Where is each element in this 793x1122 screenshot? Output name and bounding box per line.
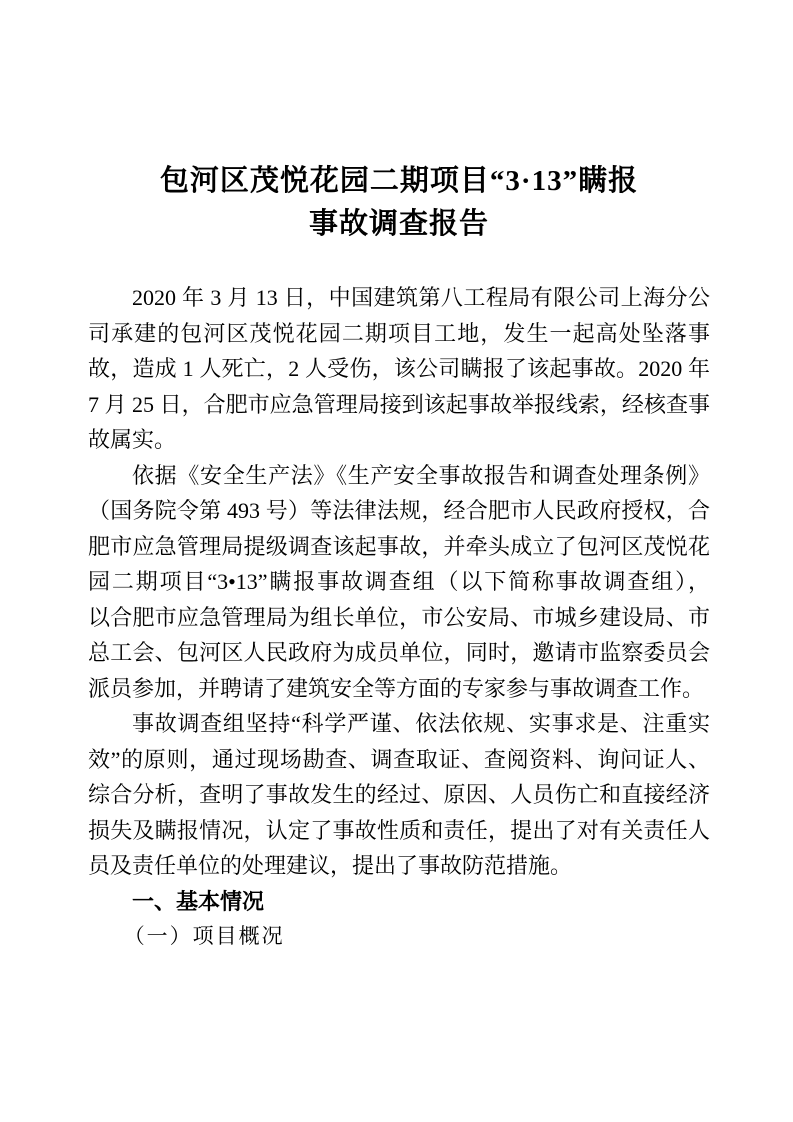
text-line: 7 月 25 日，合肥市应急管理局接到该起事故举报线索，经核查事 bbox=[88, 391, 710, 417]
text-line: 故，造成 1 人死亡，2 人受伤，该公司瞒报了该起事故。2020 年 bbox=[88, 356, 710, 381]
text-line: 效”的原则，通过现场勘查、调查取证、查阅资料、询问证人、 bbox=[88, 746, 710, 772]
paragraph-3 bbox=[88, 706, 710, 884]
paragraph-1 bbox=[88, 280, 710, 458]
text-line: 故属实。 bbox=[88, 427, 177, 452]
text-line: 员及责任单位的处理建议，提出了事故防范措施。 bbox=[88, 853, 573, 878]
document-title bbox=[88, 160, 710, 246]
text-line: 以合肥市应急管理局为组长单位，市公安局、市城乡建设局、市 bbox=[88, 604, 710, 630]
text-line: 事故调查组坚持“科学严谨、依法依规、实事求是、注重实 bbox=[132, 711, 710, 736]
text-line: 肥市应急管理局提级调查该起事故，并牵头成立了包河区茂悦花 bbox=[88, 533, 710, 559]
subsection-heading-project-overview: （一）项目概况 bbox=[123, 924, 285, 948]
title-line-2: 事故调查报告 bbox=[308, 208, 489, 240]
text-line: 综合分析，查明了事故发生的经过、原因、人员伤亡和直接经济 bbox=[88, 782, 710, 807]
title-line-1: 包河区茂悦花园二期项目“3·13”瞒报 bbox=[159, 165, 639, 197]
text-line: （国务院令第 493 号）等法律法规，经合肥市人民政府授权，合 bbox=[88, 498, 710, 523]
text-line: 2020 年 3 月 13 日，中国建筑第八工程局有限公司上海分公 bbox=[132, 285, 710, 310]
text-line: 司承建的包河区茂悦花园二期项目工地，发生一起高处坠落事 bbox=[88, 320, 710, 346]
text-line: 园二期项目“3•13”瞒报事故调查组（以下简称事故调查组）， bbox=[88, 569, 710, 594]
text-line: 总工会、包河区人民政府为成员单位，同时，邀请市监察委员会 bbox=[88, 640, 710, 665]
text-line: 派员参加，并聘请了建筑安全等方面的专家参与事故调查工作。 bbox=[88, 675, 705, 701]
document-body bbox=[88, 280, 710, 955]
text-line: 依据《安全生产法》《生产安全事故报告和调查处理条例》 bbox=[132, 462, 710, 488]
text-line: 损失及瞒报情况，认定了事故性质和责任，提出了对有关责任人 bbox=[88, 817, 710, 843]
section-heading-basic-info: 一、基本情况 bbox=[132, 888, 265, 914]
paragraph-2 bbox=[88, 458, 710, 707]
